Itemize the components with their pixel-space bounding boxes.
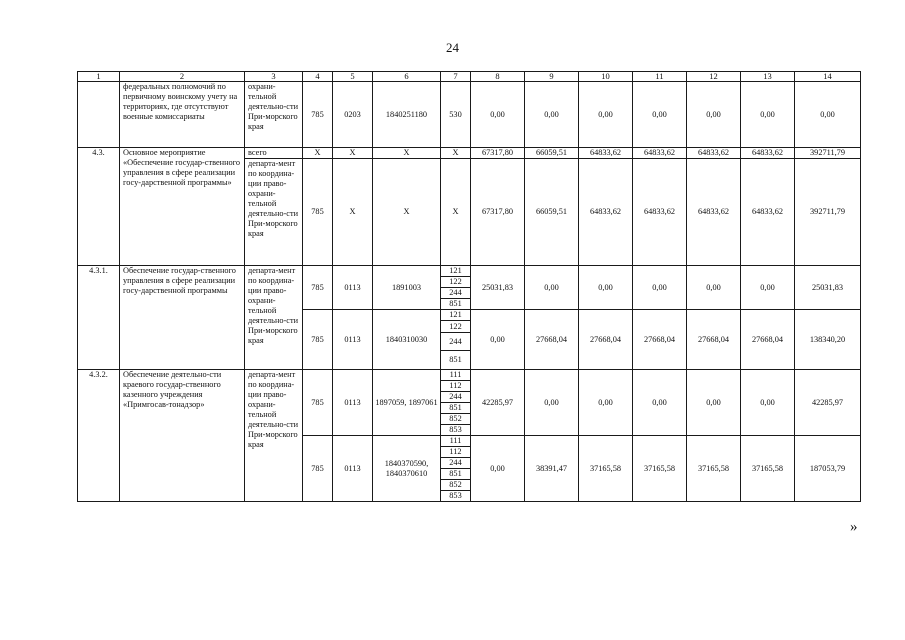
table-row [78,148,861,159]
amount-cell: 0,00 [525,266,579,310]
column-header: 14 [795,72,861,82]
x-mark: X [441,159,471,266]
vr-code: 121 [441,310,471,321]
vr-code: 244 [441,392,471,403]
amount-cell: 0,00 [795,82,861,148]
amount-cell: 392711,79 [795,159,861,266]
vr-code: 112 [441,381,471,392]
amount-cell: 25031,83 [795,266,861,310]
amount-cell: 0,00 [687,266,741,310]
continuation-mark: » [850,519,858,535]
amount-cell: 64833,62 [741,159,795,266]
x-mark: X [333,159,373,266]
column-header: 8 [471,72,525,82]
rzpr-code: 0113 [333,266,373,310]
csr-code: 1891003 [373,266,441,310]
csr-code: 1897059, 1897061 [373,370,441,436]
amount-cell: 37165,58 [633,436,687,502]
rzpr-code: 0113 [333,370,373,436]
amount-cell: 392711,79 [795,148,861,159]
amount-cell: 0,00 [633,370,687,436]
table-header-row [78,72,861,82]
rzpr-code: 0203 [333,82,373,148]
amount-cell: 187053,79 [795,436,861,502]
grbs-code: 785 [303,82,333,148]
amount-cell: 0,00 [471,436,525,502]
amount-cell: 42285,97 [471,370,525,436]
row-number [78,82,120,148]
x-mark: X [373,148,441,159]
column-header: 9 [525,72,579,82]
amount-cell: 37165,58 [741,436,795,502]
total-label: всего [245,148,303,159]
csr-code: 1840251180 [373,82,441,148]
executor-name: департа-мент по координа-ции право-охрани-тельной деятельно-сти При-морского края [245,370,303,502]
amount-cell: 67317,80 [471,159,525,266]
amount-cell: 64833,62 [579,148,633,159]
column-header: 6 [373,72,441,82]
amount-cell: 0,00 [687,370,741,436]
table-body [78,72,861,502]
column-header: 12 [687,72,741,82]
amount-cell: 64833,62 [579,159,633,266]
vr-code: 851 [441,351,471,370]
column-header: 7 [441,72,471,82]
activity-name: федеральных полномочий по первичному воинскому учету на территориях, где отсутствуют военные комиссариаты [120,82,245,148]
executor-name: департа-мент по координа-ции право-охрани-тельной деятельно-сти При-морского края [245,266,303,370]
vr-code: 852 [441,480,471,491]
csr-code: 1840370590, 1840370610 [373,436,441,502]
vr-code: 530 [441,82,471,148]
amount-cell: 0,00 [633,266,687,310]
amount-cell: 27668,04 [579,310,633,370]
vr-code: 111 [441,436,471,447]
vr-code: 851 [441,469,471,480]
grbs-code: 785 [303,266,333,310]
amount-cell: 0,00 [471,310,525,370]
column-header: 2 [120,72,245,82]
vr-code: 852 [441,414,471,425]
amount-cell: 0,00 [687,82,741,148]
amount-cell: 64833,62 [687,148,741,159]
amount-cell: 38391,47 [525,436,579,502]
vr-code: 111 [441,370,471,381]
vr-code: 853 [441,425,471,436]
vr-code: 122 [441,321,471,333]
amount-cell: 0,00 [579,370,633,436]
vr-code: 112 [441,447,471,458]
amount-cell: 66059,51 [525,148,579,159]
amount-cell: 67317,80 [471,148,525,159]
amount-cell: 27668,04 [633,310,687,370]
budget-table [77,71,861,502]
amount-cell: 0,00 [741,266,795,310]
table-row [78,82,861,148]
amount-cell: 64833,62 [741,148,795,159]
amount-cell: 27668,04 [741,310,795,370]
amount-cell: 27668,04 [525,310,579,370]
vr-code: 244 [441,288,471,299]
column-header: 3 [245,72,303,82]
amount-cell: 37165,58 [687,436,741,502]
amount-cell: 0,00 [525,370,579,436]
amount-cell: 64833,62 [633,159,687,266]
grbs-code: 785 [303,436,333,502]
amount-cell: 66059,51 [525,159,579,266]
grbs-code: 785 [303,159,333,266]
x-mark: X [333,148,373,159]
x-mark: X [373,159,441,266]
vr-code: 244 [441,458,471,469]
page-number: 24 [446,40,459,55]
activity-name: Обеспечение деятельно-сти краевого государ-ственного казенного учреждения «Примгосав-тонадзор» [120,370,245,502]
amount-cell: 0,00 [579,266,633,310]
column-header: 11 [633,72,687,82]
column-header: 1 [78,72,120,82]
amount-cell: 0,00 [741,82,795,148]
amount-cell: 25031,83 [471,266,525,310]
grbs-code: 785 [303,310,333,370]
amount-cell: 0,00 [579,82,633,148]
activity-name: Основное мероприятие «Обеспечение государ-ственного управления в сфере реализации госу-дарственной программы» [120,148,245,266]
vr-code: 851 [441,403,471,414]
row-number: 4.3. [78,148,120,266]
amount-cell: 42285,97 [795,370,861,436]
vr-code: 122 [441,277,471,288]
amount-cell: 0,00 [471,82,525,148]
amount-cell: 64833,62 [687,159,741,266]
executor-name: охрани-тельной деятельно-сти При-морского края [245,82,303,148]
row-number: 4.3.2. [78,370,120,502]
vr-code: 121 [441,266,471,277]
amount-cell: 0,00 [741,370,795,436]
column-header: 4 [303,72,333,82]
vr-code: 853 [441,491,471,502]
vr-code: 851 [441,299,471,310]
amount-cell: 138340,20 [795,310,861,370]
activity-name: Обеспечение государ-ственного управления в сфере реализации госу-дарственной программы [120,266,245,370]
x-mark: X [303,148,333,159]
x-mark: X [441,148,471,159]
rzpr-code: 0113 [333,436,373,502]
amount-cell: 64833,62 [633,148,687,159]
grbs-code: 785 [303,370,333,436]
amount-cell: 37165,58 [579,436,633,502]
amount-cell: 0,00 [525,82,579,148]
vr-code: 244 [441,333,471,351]
amount-cell: 27668,04 [687,310,741,370]
csr-code: 1840310030 [373,310,441,370]
column-header: 13 [741,72,795,82]
executor-name: департа-мент по координа-ции право-охрани-тельной деятельно-сти При-морского края [245,159,303,266]
rzpr-code: 0113 [333,310,373,370]
table-row [78,370,861,381]
column-header: 5 [333,72,373,82]
table-row [78,266,861,277]
amount-cell: 0,00 [633,82,687,148]
row-number: 4.3.1. [78,266,120,370]
column-header: 10 [579,72,633,82]
